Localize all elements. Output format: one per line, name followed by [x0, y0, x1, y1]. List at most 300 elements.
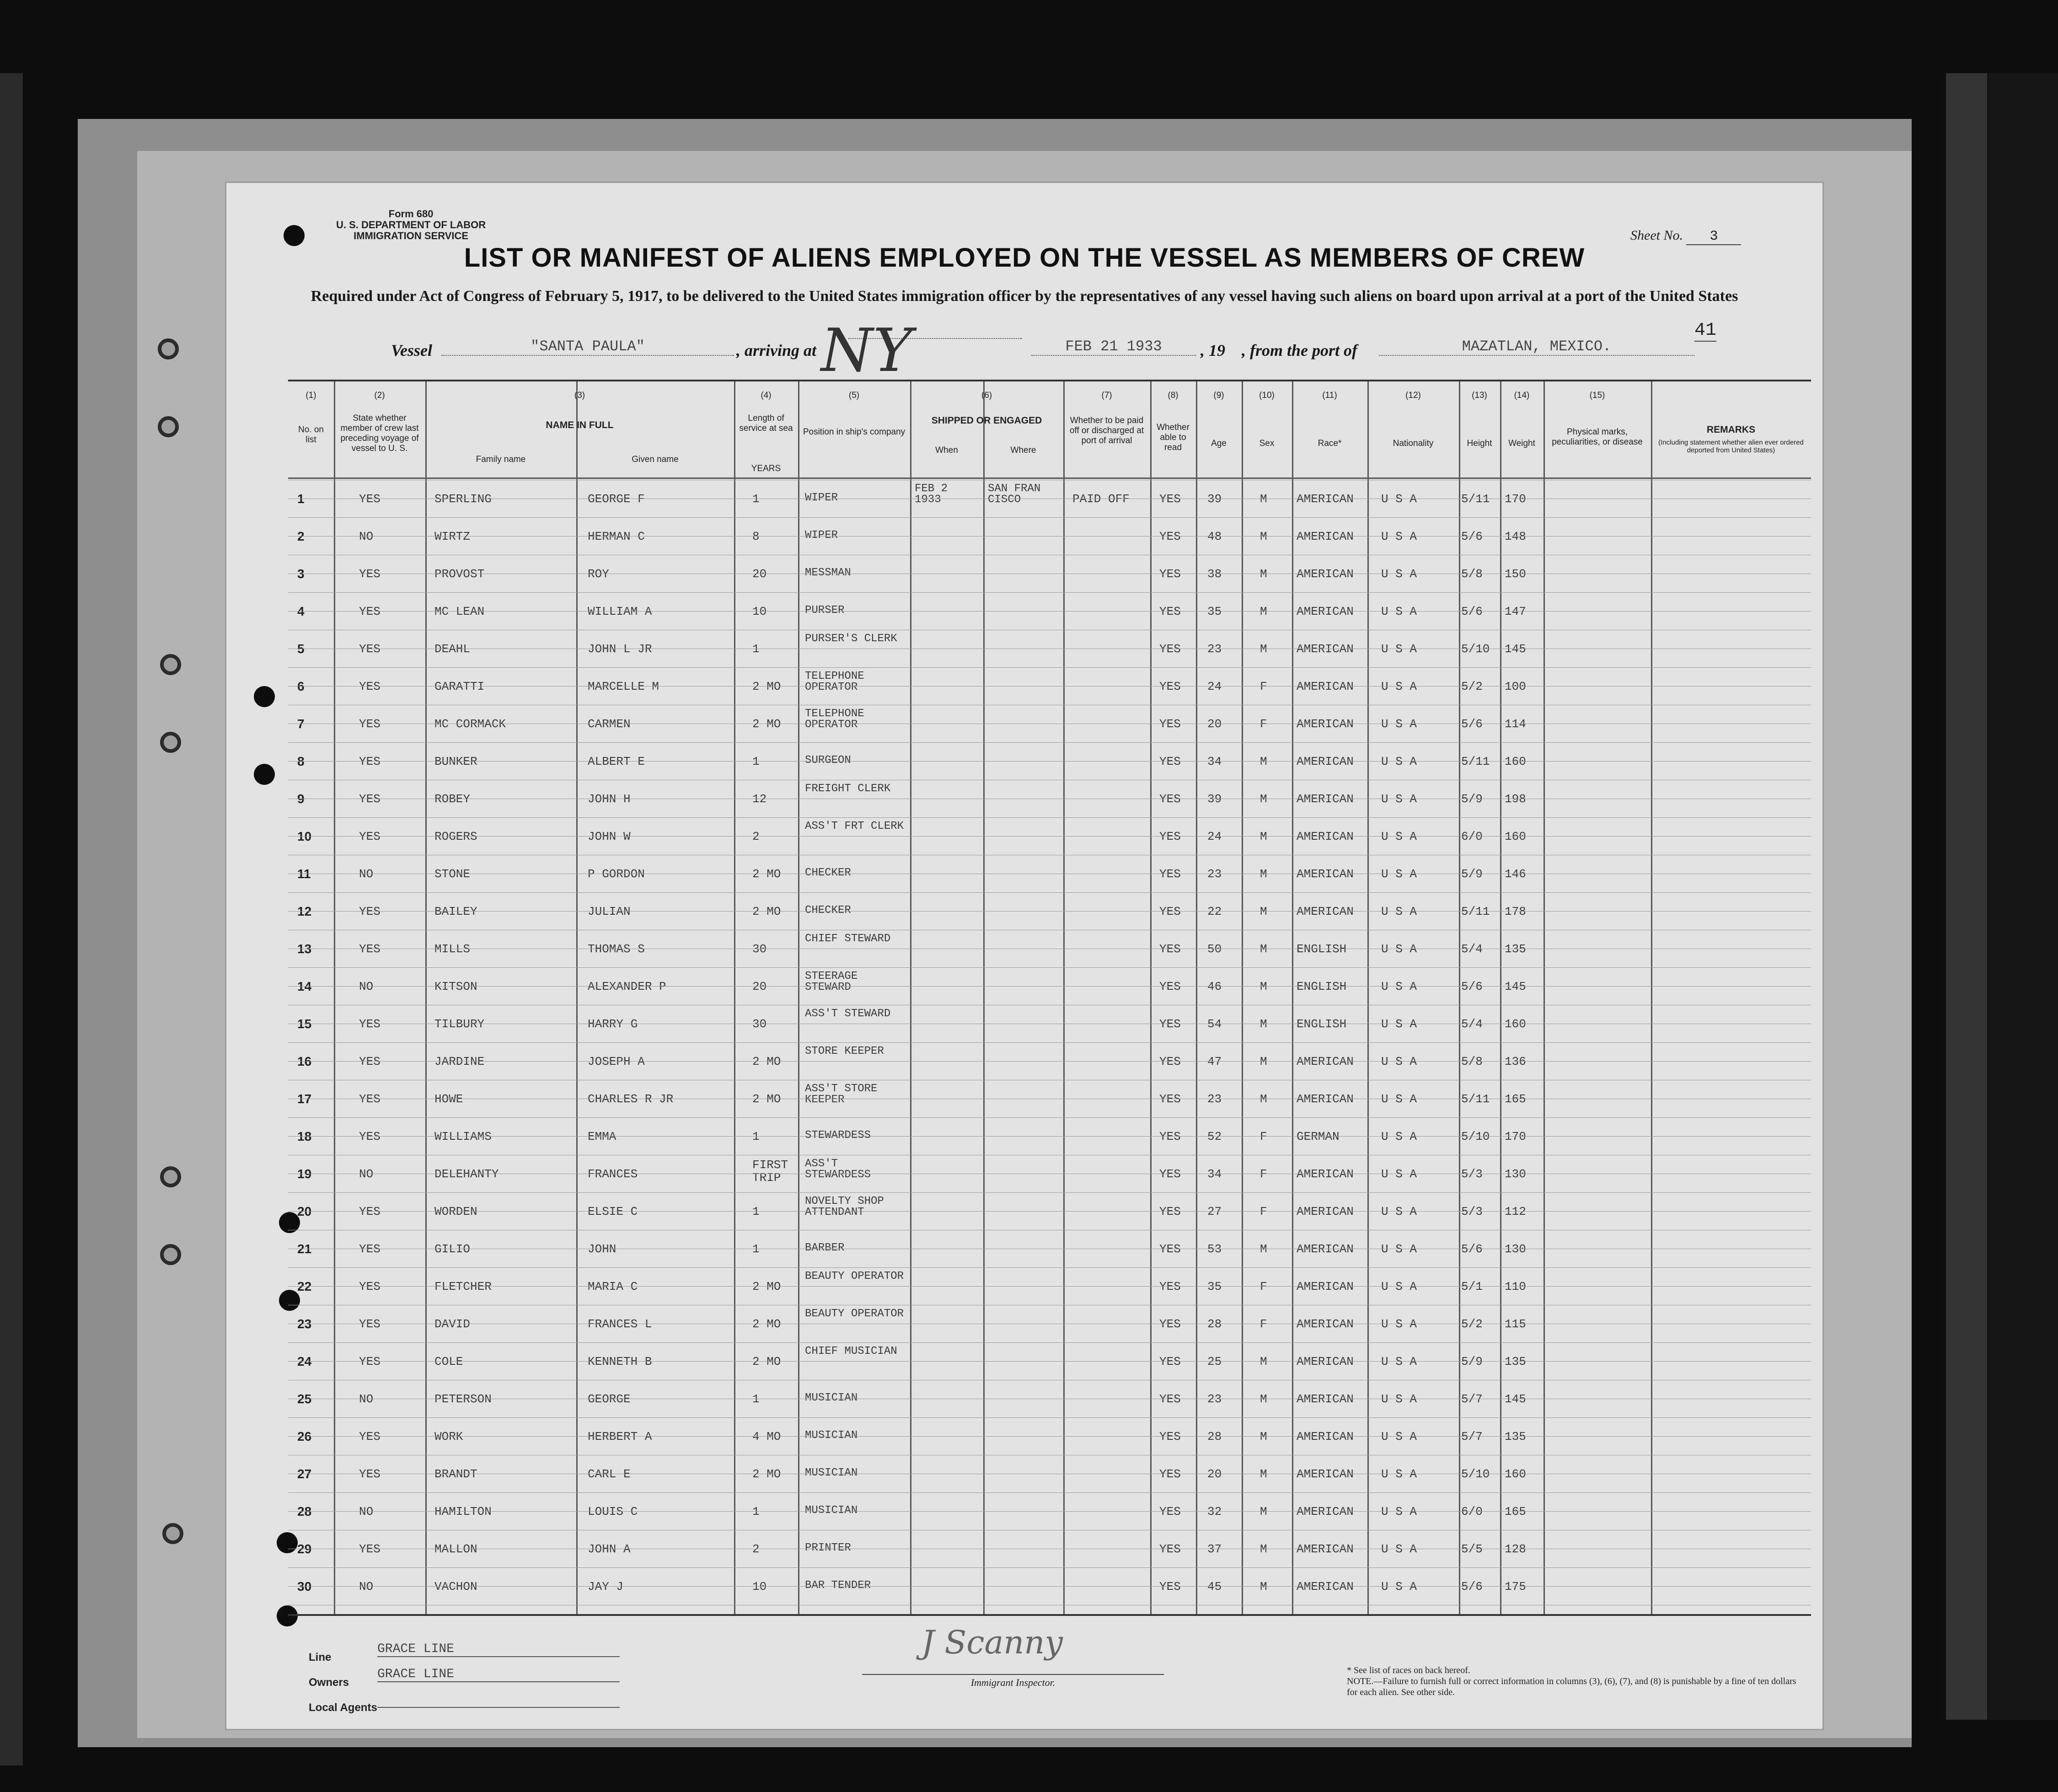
cell-weight: 170 — [1505, 1130, 1526, 1143]
row-rule — [288, 1267, 1811, 1268]
cell-position: STORE KEEPER — [805, 1045, 884, 1057]
cell-given: HARRY G — [588, 1017, 638, 1031]
col-6a-header: When — [935, 445, 958, 455]
cell-weight: 146 — [1505, 867, 1526, 881]
cell-given: JOHN — [588, 1242, 616, 1256]
cell-read: YES — [1159, 755, 1181, 768]
cell-sex: M — [1260, 642, 1267, 656]
cell-position: MUSICIAN — [805, 1429, 858, 1442]
cell-sex: F — [1260, 680, 1267, 693]
column-rule — [425, 381, 427, 1614]
cell-nat: U S A — [1381, 1467, 1417, 1481]
row-rule — [288, 1342, 1811, 1343]
cell-given: ROY — [588, 567, 609, 581]
cell-weight: 135 — [1505, 1355, 1526, 1368]
cell-race: AMERICAN — [1297, 680, 1354, 693]
column-rule — [1500, 381, 1501, 1614]
cell-sex: F — [1260, 1167, 1267, 1181]
cell-nat: U S A — [1381, 567, 1417, 581]
cell-height: 5/7 — [1461, 1392, 1483, 1406]
cell-age: 23 — [1207, 867, 1222, 881]
cell-given: WILLIAM A — [588, 605, 652, 618]
row-rule — [288, 1567, 1811, 1568]
cell-family: PETERSON — [434, 1392, 492, 1406]
cell-age: 28 — [1207, 1317, 1222, 1331]
cell-nat: U S A — [1381, 905, 1417, 918]
cell-read: YES — [1159, 1167, 1181, 1181]
cell-read: YES — [1159, 642, 1181, 656]
cell-service: 30 — [752, 1017, 767, 1031]
col-4-unit: YEARS — [751, 464, 781, 473]
col-10-number: (10) — [1259, 391, 1275, 400]
cell-nat: U S A — [1381, 1092, 1417, 1106]
row-rule — [288, 517, 1811, 518]
cell-weight: 130 — [1505, 1167, 1526, 1181]
vessel-name: "SANTA PAULA" — [441, 338, 734, 356]
cell-read: YES — [1159, 492, 1181, 506]
col-10-header: Sex — [1259, 439, 1275, 448]
cell-family: WILLIAMS — [434, 1130, 492, 1143]
cell-read: YES — [1159, 1130, 1181, 1143]
cell-race: ENGLISH — [1297, 980, 1347, 993]
row-rule — [288, 1061, 1811, 1062]
cell-age: 32 — [1207, 1505, 1222, 1518]
cell-height: 5/3 — [1461, 1205, 1483, 1218]
from-port: MAZATLAN, MEXICO. — [1379, 338, 1694, 356]
cell-family: MC CORMACK — [434, 717, 506, 731]
cell-prev: YES — [359, 605, 381, 618]
cell-prev: YES — [359, 492, 381, 506]
cell-no: 8 — [297, 754, 305, 768]
cell-prev: YES — [359, 717, 381, 731]
cell-read: YES — [1159, 567, 1181, 581]
row-rule — [288, 667, 1811, 668]
cell-read: YES — [1159, 1280, 1181, 1293]
col-4-number: (4) — [761, 391, 772, 400]
cell-given: HERBERT A — [588, 1430, 652, 1443]
cell-age: 24 — [1207, 680, 1222, 693]
cell-sex: F — [1260, 1280, 1267, 1293]
cell-no: 2 — [297, 529, 305, 543]
col-13-header: Height — [1467, 439, 1492, 448]
cell-prev: YES — [359, 1205, 381, 1218]
cell-height: 5/9 — [1461, 867, 1483, 881]
cell-service: 2 MO — [752, 1317, 781, 1331]
cell-no: 11 — [297, 867, 311, 881]
cell-read: YES — [1159, 1355, 1181, 1368]
cell-position: BEAUTY OPERATOR — [805, 1308, 904, 1320]
cell-age: 34 — [1207, 1167, 1222, 1181]
cell-age: 20 — [1207, 1467, 1222, 1481]
col-5-number: (5) — [848, 391, 860, 400]
cell-sex: F — [1260, 717, 1267, 731]
cell-no: 23 — [297, 1317, 312, 1331]
row-rule — [288, 1117, 1811, 1118]
cell-height: 5/11 — [1461, 1092, 1490, 1106]
cell-read: YES — [1159, 942, 1181, 956]
cell-height: 5/6 — [1461, 530, 1483, 543]
line-label: Line — [309, 1651, 332, 1663]
header-separator — [288, 478, 1811, 479]
cell-no: 6 — [297, 679, 305, 693]
date-stamp: FEB 21 1933 — [1031, 338, 1196, 356]
cell-no: 5 — [297, 642, 305, 656]
manifest-page — [226, 183, 1822, 1729]
cell-service: 10 — [752, 1580, 767, 1593]
column-rule — [1367, 381, 1369, 1614]
cell-nat: U S A — [1381, 1542, 1417, 1556]
cell-given: CARMEN — [588, 717, 631, 731]
cell-nat: U S A — [1381, 1355, 1417, 1368]
cell-race: AMERICAN — [1297, 1430, 1354, 1443]
cell-no: 3 — [297, 567, 305, 581]
vessel-label: Vessel — [391, 341, 432, 359]
cell-position: TELEPHONE OPERATOR — [805, 670, 864, 693]
cell-read: YES — [1159, 1317, 1181, 1331]
cell-paid: PAID OFF — [1072, 492, 1130, 506]
cell-position: CHIEF STEWARD — [805, 933, 891, 945]
cell-given: JOHN W — [588, 830, 631, 843]
cell-height: 5/8 — [1461, 1055, 1483, 1068]
column-rule — [1196, 381, 1197, 1614]
col-11-header: Race* — [1318, 439, 1342, 448]
binder-ring — [160, 1166, 181, 1187]
column-rule — [1651, 381, 1652, 1614]
cell-no: 9 — [297, 792, 305, 806]
row-rule — [288, 1511, 1811, 1512]
cell-nat: U S A — [1381, 1280, 1417, 1293]
cell-race: AMERICAN — [1297, 1092, 1354, 1106]
cell-weight: 145 — [1505, 1392, 1526, 1406]
cell-prev: YES — [359, 1542, 381, 1556]
cell-given: MARCELLE M — [588, 680, 659, 693]
cell-prev: NO — [359, 980, 374, 993]
cell-position: FREIGHT CLERK — [805, 783, 891, 795]
row-rule — [288, 892, 1811, 893]
column-rule — [576, 381, 578, 1614]
cell-position: CHECKER — [805, 904, 851, 917]
cell-height: 5/8 — [1461, 567, 1483, 581]
cell-sex: M — [1260, 1392, 1267, 1406]
cell-read: YES — [1159, 1467, 1181, 1481]
cell-read: YES — [1159, 1505, 1181, 1518]
cell-nat: U S A — [1381, 605, 1417, 618]
cell-position: STEWARDESS — [805, 1129, 871, 1142]
cell-age: 50 — [1207, 942, 1222, 956]
cell-given: MARIA C — [588, 1280, 638, 1293]
cell-nat: U S A — [1381, 1430, 1417, 1443]
cell-given: CHARLES R JR — [588, 1092, 674, 1106]
binder-ring — [158, 416, 179, 437]
cell-given: JOHN L JR — [588, 642, 652, 656]
cell-prev: YES — [359, 1430, 381, 1443]
scan-edge-right — [1946, 73, 1987, 1720]
cell-where: SAN FRAN CISCO — [988, 483, 1041, 506]
row-rule — [288, 1042, 1811, 1043]
cell-no: 19 — [297, 1167, 312, 1181]
row-rule — [288, 1211, 1811, 1212]
cell-sex: M — [1260, 1505, 1267, 1518]
cell-service: FIRST TRIP — [752, 1158, 788, 1185]
cell-height: 5/6 — [1461, 1580, 1483, 1593]
cell-no: 28 — [297, 1504, 312, 1518]
col-3a-header: Family name — [476, 455, 526, 464]
cell-nat: U S A — [1381, 867, 1417, 881]
column-rule — [983, 381, 985, 1614]
cell-family: VACHON — [434, 1580, 477, 1593]
page-subtitle: Required under Act of Congress of February 5, 1917, to be delivered to the United States immigration officer by the representatives of any vessel having such aliens on board upon arrival at a port of the United States — [311, 288, 1738, 305]
cell-height: 5/11 — [1461, 492, 1490, 506]
cell-nat: U S A — [1381, 1505, 1417, 1518]
cell-no: 10 — [297, 829, 312, 843]
col-3-header: NAME IN FULL — [546, 420, 614, 430]
cell-family: JARDINE — [434, 1055, 485, 1068]
cell-no: 1 — [297, 492, 305, 506]
cell-age: 53 — [1207, 1242, 1222, 1256]
cell-given: FRANCES L — [588, 1317, 652, 1331]
binder-ring — [160, 654, 181, 675]
row-rule — [288, 761, 1811, 762]
cell-read: YES — [1159, 1205, 1181, 1218]
cell-weight: 114 — [1505, 717, 1526, 731]
cell-weight: 148 — [1505, 530, 1526, 543]
cell-nat: U S A — [1381, 1242, 1417, 1256]
cell-weight: 136 — [1505, 1055, 1526, 1068]
cell-position: MUSICIAN — [805, 1504, 858, 1517]
cell-race: AMERICAN — [1297, 1505, 1354, 1518]
cell-height: 5/1 — [1461, 1280, 1483, 1293]
cell-read: YES — [1159, 1055, 1181, 1068]
cell-given: GEORGE — [588, 1392, 631, 1406]
cell-prev: YES — [359, 1242, 381, 1256]
col-5-header: Position in ship's company — [803, 427, 906, 437]
col-12-number: (12) — [1405, 391, 1421, 400]
col-3-number: (3) — [574, 391, 585, 400]
cell-nat: U S A — [1381, 792, 1417, 806]
cell-age: 24 — [1207, 830, 1222, 843]
cell-weight: 145 — [1505, 980, 1526, 993]
cell-given: ELSIE C — [588, 1205, 638, 1218]
cell-nat: U S A — [1381, 980, 1417, 993]
cell-nat: U S A — [1381, 1580, 1417, 1593]
cell-race: AMERICAN — [1297, 717, 1354, 731]
col-9-header: Age — [1211, 439, 1227, 448]
row-rule — [288, 1436, 1811, 1437]
cell-position: ASS'T STORE KEEPER — [805, 1083, 878, 1106]
cell-height: 5/3 — [1461, 1167, 1483, 1181]
cell-height: 6/0 — [1461, 1505, 1483, 1518]
col-15-header: Physical marks, peculiarities, or disease — [1552, 427, 1643, 447]
row-rule — [288, 1417, 1811, 1418]
cell-height: 5/4 — [1461, 942, 1483, 956]
cell-prev: YES — [359, 830, 381, 843]
vessel-line — [391, 338, 1818, 364]
form-number: Form 680 U. S. DEPARTMENT OF LABOR IMMIGRATION SERVICE — [336, 208, 486, 241]
cell-prev: YES — [359, 905, 381, 918]
cell-weight: 128 — [1505, 1542, 1526, 1556]
cell-race: AMERICAN — [1297, 1355, 1354, 1368]
cell-given: EMMA — [588, 1130, 616, 1143]
cell-sex: M — [1260, 755, 1267, 768]
cell-weight: 175 — [1505, 1580, 1526, 1593]
col-15-number: (15) — [1589, 391, 1605, 400]
cell-service: 1 — [752, 755, 760, 768]
cell-nat: U S A — [1381, 1392, 1417, 1406]
cell-age: 47 — [1207, 1055, 1222, 1068]
column-rule — [734, 381, 735, 1614]
column-rule — [1544, 381, 1545, 1614]
cell-height: 5/10 — [1461, 1467, 1490, 1481]
punch-hole — [254, 764, 275, 785]
column-rule — [334, 381, 335, 1614]
cell-nat: U S A — [1381, 1055, 1417, 1068]
row-rule — [288, 817, 1811, 818]
cell-position: PURSER'S CLERK — [805, 633, 897, 645]
cell-read: YES — [1159, 905, 1181, 918]
cell-read: YES — [1159, 1430, 1181, 1443]
crew-table — [288, 380, 1811, 1616]
cell-age: 45 — [1207, 1580, 1222, 1593]
binder-ring — [158, 338, 179, 359]
cell-sex: M — [1260, 942, 1267, 956]
agents-label: Local Agents — [309, 1701, 377, 1714]
cell-height: 5/10 — [1461, 1130, 1490, 1143]
cell-prev: NO — [359, 1505, 374, 1518]
cell-prev: YES — [359, 1092, 381, 1106]
cell-sex: M — [1260, 867, 1267, 881]
footnote-penalty: NOTE.—Failure to furnish full or correct information in columns (3), (6), (7), and (8) is punishable by a fine of ten dollars for each alien. See other side. — [1347, 1676, 1796, 1697]
cell-prev: NO — [359, 1392, 374, 1406]
cell-weight: 160 — [1505, 1017, 1526, 1031]
cell-read: YES — [1159, 1542, 1181, 1556]
cell-race: AMERICAN — [1297, 567, 1354, 581]
cell-service: 1 — [752, 642, 760, 656]
cell-service: 12 — [752, 792, 767, 806]
owners-value: GRACE LINE — [377, 1667, 620, 1682]
cell-no: 20 — [297, 1204, 312, 1218]
cell-family: KITSON — [434, 980, 477, 993]
col-2-number: (2) — [374, 391, 385, 400]
cell-position: BAR TENDER — [805, 1579, 871, 1592]
cell-weight: 165 — [1505, 1092, 1526, 1106]
cell-sex: M — [1260, 1467, 1267, 1481]
cell-weight: 145 — [1505, 642, 1526, 656]
cell-race: AMERICAN — [1297, 905, 1354, 918]
cell-height: 5/6 — [1461, 1242, 1483, 1256]
cell-family: COLE — [434, 1355, 463, 1368]
cell-service: 10 — [752, 605, 767, 618]
cell-given: JOHN H — [588, 792, 631, 806]
cell-position: BARBER — [805, 1242, 845, 1254]
cell-no: 17 — [297, 1092, 312, 1106]
cell-service: 1 — [752, 1242, 760, 1256]
cell-nat: U S A — [1381, 717, 1417, 731]
cell-race: AMERICAN — [1297, 792, 1354, 806]
cell-height: 5/5 — [1461, 1542, 1483, 1556]
cell-service: 30 — [752, 942, 767, 956]
cell-given: FRANCES — [588, 1167, 638, 1181]
cell-weight: 160 — [1505, 755, 1526, 768]
cell-position: WIPER — [805, 492, 838, 504]
cell-service: 2 MO — [752, 1055, 781, 1068]
col-6-header: SHIPPED OR ENGAGED — [931, 415, 1042, 426]
cell-age: 35 — [1207, 1280, 1222, 1293]
cell-height: 6/0 — [1461, 830, 1483, 843]
footer-lines — [309, 1633, 1772, 1715]
cell-weight: 160 — [1505, 1467, 1526, 1481]
cell-family: TILBURY — [434, 1017, 485, 1031]
cell-family: PROVOST — [434, 567, 485, 581]
agents-value-line — [377, 1692, 620, 1708]
cell-prev: YES — [359, 792, 381, 806]
cell-family: DAVID — [434, 1317, 471, 1331]
cell-age: 23 — [1207, 1092, 1222, 1106]
cell-nat: U S A — [1381, 755, 1417, 768]
cell-nat: U S A — [1381, 830, 1417, 843]
cell-prev: NO — [359, 1580, 374, 1593]
cell-race: AMERICAN — [1297, 1055, 1354, 1068]
cell-given: ALBERT E — [588, 755, 645, 768]
cell-age: 38 — [1207, 567, 1222, 581]
col-12-header: Nationality — [1393, 439, 1434, 448]
cell-race: AMERICAN — [1297, 1317, 1354, 1331]
row-rule — [288, 986, 1811, 987]
cell-prev: NO — [359, 530, 374, 543]
cell-age: 39 — [1207, 792, 1222, 806]
cell-height: 5/4 — [1461, 1017, 1483, 1031]
row-rule — [288, 1136, 1811, 1137]
cell-position: MUSICIAN — [805, 1392, 858, 1404]
cell-age: 34 — [1207, 755, 1222, 768]
cell-sex: M — [1260, 1242, 1267, 1256]
column-rule — [910, 381, 911, 1614]
page-number: 41 — [1694, 320, 1717, 341]
cell-sex: M — [1260, 1430, 1267, 1443]
cell-no: 26 — [297, 1429, 312, 1443]
cell-no: 27 — [297, 1467, 312, 1481]
col-9-number: (9) — [1213, 391, 1224, 400]
cell-sex: M — [1260, 530, 1267, 543]
cell-service: 2 MO — [752, 867, 781, 881]
cell-weight: 147 — [1505, 605, 1526, 618]
cell-service: 2 — [752, 1542, 760, 1556]
cell-prev: YES — [359, 1355, 381, 1368]
cell-age: 35 — [1207, 605, 1222, 618]
cell-sex: F — [1260, 1130, 1267, 1143]
cell-given: GEORGE F — [588, 492, 645, 506]
cell-no: 22 — [297, 1279, 312, 1293]
cell-service: 8 — [752, 530, 760, 543]
cell-sex: M — [1260, 567, 1267, 581]
cell-race: AMERICAN — [1297, 492, 1354, 506]
cell-service: 2 MO — [752, 1467, 781, 1481]
cell-service: 2 MO — [752, 1355, 781, 1368]
cell-given: HERMAN C — [588, 530, 645, 543]
cell-race: AMERICAN — [1297, 1280, 1354, 1293]
cell-service: 2 MO — [752, 1280, 781, 1293]
cell-service: 1 — [752, 1205, 760, 1218]
cell-position: CHIEF MUSICIAN — [805, 1345, 897, 1357]
cell-no: 14 — [297, 979, 312, 993]
cell-family: MC LEAN — [434, 605, 485, 618]
cell-no: 25 — [297, 1392, 312, 1406]
row-rule — [288, 1361, 1811, 1362]
cell-service: 2 MO — [752, 1092, 781, 1106]
column-rule — [1459, 381, 1460, 1614]
cell-sex: M — [1260, 1055, 1267, 1068]
row-rule — [288, 1492, 1811, 1493]
binder-ring — [160, 1244, 181, 1265]
